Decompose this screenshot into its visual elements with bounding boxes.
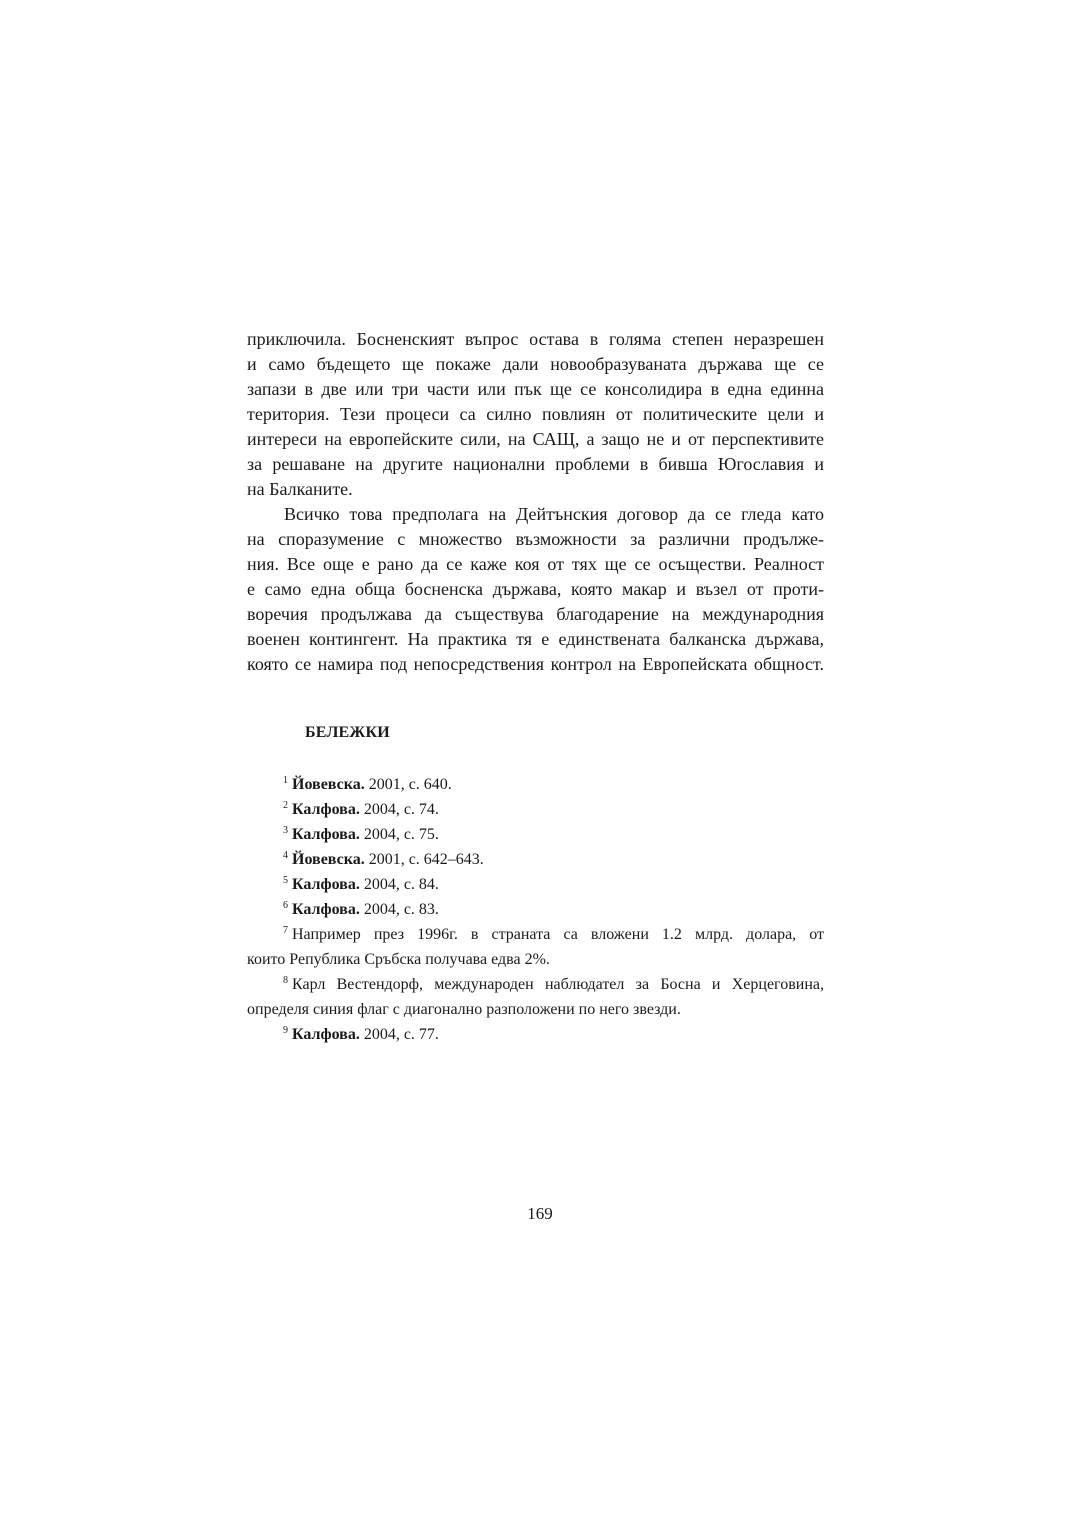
- note-item: [247, 897, 824, 922]
- note-citation: 2004, с. 75.: [359, 826, 439, 843]
- text-line: Всичко това предполага на Дейтънския договор да се гледа като: [284, 504, 824, 524]
- note-citation: 2004, с. 84.: [359, 876, 439, 893]
- footnote-number: 2: [283, 800, 288, 811]
- note-citation: 2001, с. 640.: [364, 776, 452, 793]
- note-author: Калфова.: [292, 1026, 360, 1043]
- text-line: която се намира под непосредствения контрол на Европейската общност.: [247, 654, 824, 674]
- text-line: военен контингент. На практика тя е единствената балканска държава,: [247, 629, 824, 649]
- note-citation: 2004, с. 74.: [359, 801, 439, 818]
- note-author: Йовевска.: [292, 851, 365, 868]
- note-author: Калфова.: [292, 876, 360, 893]
- note-continuation: определя синия флаг с диагонално разположени по него звезди.: [247, 1001, 681, 1018]
- note-item: [247, 772, 824, 797]
- text-line: приключила. Босненският въпрос остава в голяма степен неразрешен: [247, 329, 824, 349]
- text-line: на Балканите.: [247, 479, 353, 499]
- note-item: [247, 872, 824, 897]
- footnote-number: 1: [283, 775, 288, 786]
- text-line: и само бъдещето ще покаже дали новообразуваната държава ще се: [247, 354, 824, 374]
- notes-heading: БЕЛЕЖКИ: [305, 724, 390, 741]
- text-line: воречия продължава да съществува благодарение на международния: [247, 604, 824, 624]
- footnote-number: 7: [283, 925, 288, 936]
- text-line: за решаване на другите национални проблеми в бивша Югославия и: [247, 454, 824, 474]
- note-item: [247, 1022, 824, 1047]
- note-item: [247, 922, 824, 947]
- note-item: [247, 797, 824, 822]
- text-line: ния. Все още е рано да се каже коя от тях ще се осъществи. Реалност: [247, 554, 824, 574]
- note-continuation: които Република Сръбска получава едва 2%.: [247, 951, 550, 968]
- note-item: [247, 847, 824, 872]
- page-number: 169: [527, 1204, 553, 1223]
- note-citation: 2004, с. 83.: [359, 901, 439, 918]
- footnote-number: 4: [283, 850, 288, 861]
- note-text: Например през 1996г. в страната са вложени 1.2 млрд. долара, от: [292, 926, 824, 943]
- body-text: [247, 327, 824, 677]
- note-citation: 2004, с. 77.: [359, 1026, 439, 1043]
- note-item: [247, 972, 824, 997]
- note-author: Калфова.: [292, 826, 360, 843]
- note-author: Калфова.: [292, 801, 360, 818]
- notes-list: [247, 772, 824, 1047]
- footnote-number: 5: [283, 875, 288, 886]
- footnote-number: 3: [283, 825, 288, 836]
- note-text: Карл Вестендорф, международен наблюдател за Босна и Херцеговина,: [292, 976, 824, 993]
- note-citation: 2001, с. 642–643.: [364, 851, 484, 868]
- footnote-number: 8: [283, 975, 288, 986]
- note-author: Калфова.: [292, 901, 360, 918]
- text-line: интереси на европейските сили, на САЩ, а защо не и от перспективите: [247, 429, 824, 449]
- note-author: Йовевска.: [292, 776, 365, 793]
- text-line: запази в две или три части или пък ще се консолидира в една единна: [247, 379, 824, 399]
- text-line: на споразумение с множество възможности за различни продълже-: [247, 529, 824, 549]
- text-line: територия. Тези процеси са силно повлиян от политическите цели и: [247, 404, 824, 424]
- footnote-number: 9: [283, 1025, 288, 1036]
- footnote-number: 6: [283, 900, 288, 911]
- note-item: [247, 822, 824, 847]
- text-line: е само една обща босненска държава, която макар и възел от проти-: [247, 579, 824, 599]
